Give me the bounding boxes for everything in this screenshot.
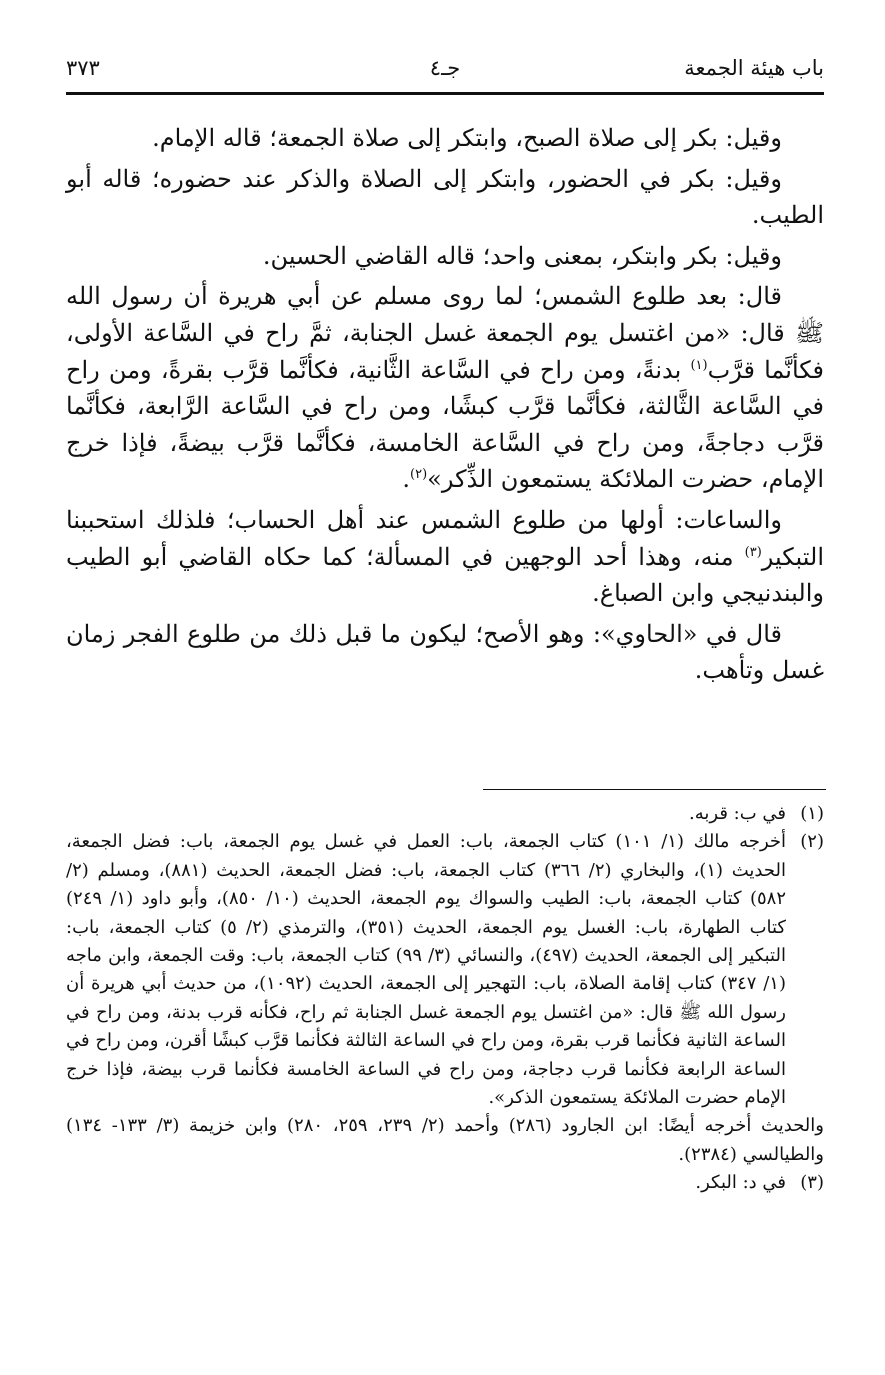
- footnote-2: [66, 828, 824, 1112]
- paragraph: وقيل: بكر وابتكر، بمعنى واحد؛ قاله القاضي الحسين.: [262, 241, 782, 270]
- page-header: [66, 56, 824, 86]
- paragraph: وقيل: بكر إلى صلاة الصبح، وابتكر إلى صلاة الجمعة؛ قاله الإمام.: [152, 124, 782, 152]
- paragraph-text: .: [402, 465, 411, 494]
- paragraph: وقيل: بكر في الحضور، وابتكر إلى الصلاة والذكر عند حضوره؛ قاله أبو الطيب.: [66, 164, 824, 230]
- footnote-ref-1: (١): [690, 357, 708, 373]
- header-divider: [66, 92, 824, 95]
- paragraph-text: بدنةً، ومن راح في السَّاعة الثَّانية، فكأنَّما قرَّب بقرةً، ومن راح في السَّاعة الثَّالثة، فكأنَّما قرَّب كبشًا، ومن راح في السَّاعة الرَّابعة، فكأنَّما قرَّب دجاجةً، ومن راح في السَّاعة الخامسة، فكأنَّما قرَّب بيضةً، فإذا خرج الإمام، حضرت الملائكة يستمعون الذِّكر»: [66, 355, 824, 494]
- footnotes: [66, 800, 824, 1198]
- paragraph-text: قال: بعد طلوع الشمس؛ لما روى مسلم عن أبي هريرة أن رسول الله ﷺ قال: «من اغتسل يوم الجمعة غسل الجنابة، ثمَّ راح في السَّاعة الأولى، فكأنَّما قرَّب: [66, 282, 824, 384]
- chapter-title: باب هيئة الجمعة: [684, 56, 824, 80]
- paragraph-text: والساعات: أولها من طلوع الشمس عند أهل الحساب؛ فلذلك استحببنا التبكير: [66, 505, 824, 571]
- main-text: [66, 120, 824, 693]
- footnote-1: [66, 800, 824, 828]
- footnote-number: (٣): [800, 1172, 824, 1194]
- paragraph: قال في «الحاوي»: وهو الأصح؛ ليكون ما قبل ذلك من طلوع الفجر زمان غسل وتأهب.: [66, 619, 824, 685]
- footnote-number: (٢): [800, 831, 824, 853]
- footnote-3: [66, 1169, 824, 1197]
- footnote-text: في د: البكر.: [695, 1172, 786, 1194]
- paragraph: [66, 278, 824, 498]
- footnote-ref-2: (٢): [410, 467, 428, 483]
- footnote-ref-3: (٣): [744, 544, 762, 560]
- page-number: ٣٧٣: [66, 56, 100, 80]
- footnote-divider: [483, 789, 826, 790]
- paragraph-text: منه، وهذا أحد الوجهين في المسألة؛ كما حكاه القاضي أبو الطيب والبندنيجي وابن الصباغ.: [66, 542, 824, 608]
- footnote-2-continuation: والحديث أخرجه أيضًا: ابن الجارود (٢٨٦) وأحمد (٢/ ٢٣٩، ٢٥٩، ٢٨٠) وابن خزيمة (٣/ ١٣٣- ١٣٤) والطيالسي (٢٣٨٤).: [66, 1115, 824, 1165]
- footnote-text: في ب: قربه.: [689, 803, 786, 824]
- paragraph: [66, 502, 824, 612]
- volume-number: جـ٤: [429, 56, 461, 80]
- footnote-text: أخرجه مالك (١/ ١٠١) كتاب الجمعة، باب: العمل في غسل يوم الجمعة، باب: فضل الجمعة، الحديث (١)، والبخاري (٢/ ٣٦٦) كتاب الجمعة، باب: فضل الجمعة، الحديث (٨٨١)، ومسلم (٢/ ٥٨٢) كتاب الجمعة، باب: الطيب والسواك يوم الجمعة، الحديث (١٠/ ٨٥٠)، وأبو داود (١/ ٢٤٩) كتاب الطهارة، باب: الغسل يوم الجمعة، الحديث (٣٥١)، والترمذي (٢/ ٥) كتاب الجمعة، باب: التبكير إلى الجمعة، الحديث (٤٩٧)، والنسائي (٣/ ٩٩) كتاب الجمعة، باب: وقت الجمعة، وابن ماجه (١/ ٣٤٧) كتاب إقامة الصلاة، باب: التهجير إلى الجمعة، الحديث (١٠٩٢)، من حديث أبي هريرة أن رسول الله ﷺ قال: «من اغتسل يوم الجمعة غسل الجنابة ثم راح، فكأنه قرب بدنة، ومن راح في الساعة الثانية فكأنما قرب بقرة، ومن راح في الساعة الثالثة فكأنما قرَّب كبشًا أقرن، ومن راح في الساعة الرابعة فكأنما قرب دجاجة، ومن راح في الساعة الخامسة فكأنما قرب بيضة، فإذا خرج الإمام حضرت الملائكة يستمعون الذكر».: [66, 831, 787, 1109]
- footnote-number: (١): [800, 803, 824, 824]
